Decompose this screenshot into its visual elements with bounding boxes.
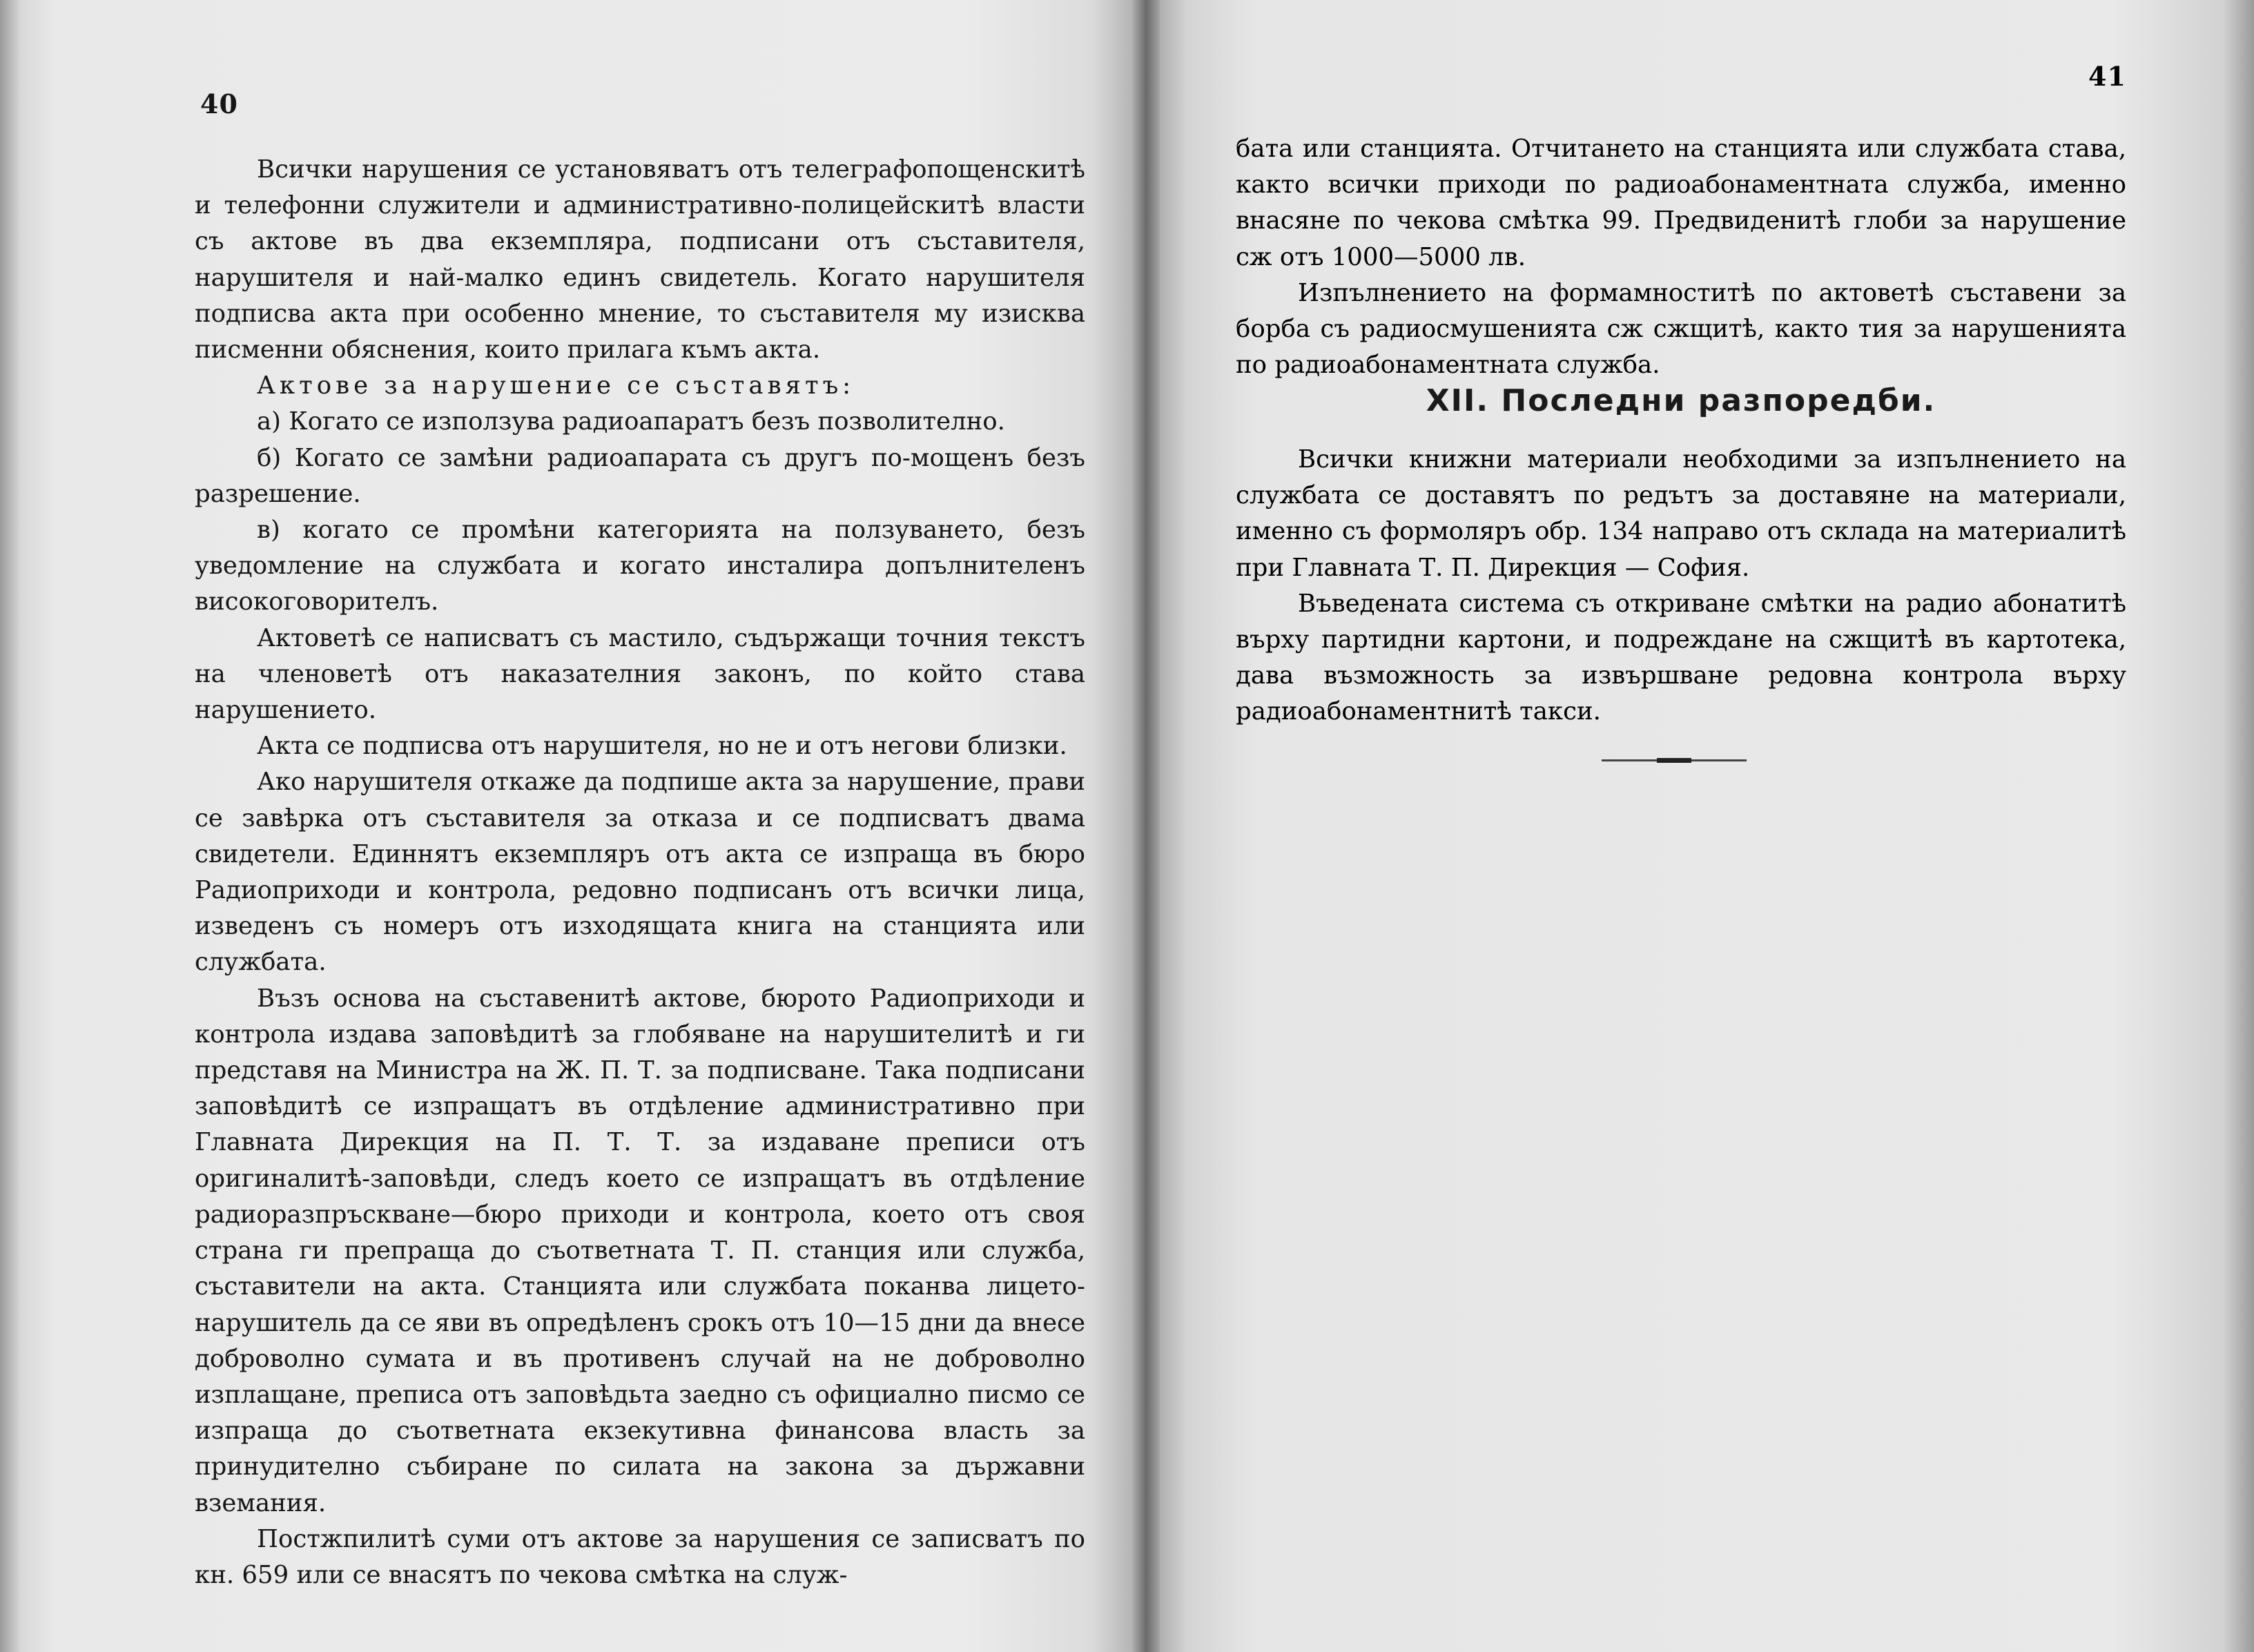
paragraph: б) Когато се замѣни радиоапарата съ другъ по-мощенъ безъ разрешение.	[195, 443, 1085, 508]
paragraph: Актоветѣ се написватъ съ мастило, съдържащи точния текстъ на членоветѣ отъ наказателния законъ, по който става нарушението.	[195, 623, 1085, 725]
paragraph: Актове за нарушение се съставятъ:	[257, 371, 855, 400]
paragraph: Всички книжни материали необходими за изпълнението на службата се доставятъ по редътъ за доставяне на материали, именно съ формоляръ обр. 134 направо отъ склада на материалитѣ при Главната Т. П. Дирекция — София.	[1236, 445, 2126, 582]
paragraph: Изпълнението на формамноститѣ по актоветѣ съставени за борба съ радиосмушенията сж сжщитѣ, както тия за нарушенията по радиоабонаментната служба.	[1236, 278, 2126, 380]
paragraph: а) Когато се използува радиоапаратъ безъ позволително.	[257, 407, 1005, 436]
paragraph: бата или станцията. Отчитането на станцията или службата става, както всички приходи по радиоабонаментната служба, именно внасяне по чекова смѣтка 99. Предвиденитѣ глоби за нарушение сж отъ 1000—5000 лв.	[1236, 135, 2126, 271]
paragraph: Всички нарушения се установяватъ отъ телеграфопощенскитѣ и телефонни служители и административно-полицейскитѣ власти съ актове въ два екземпляра, подписани отъ съставителя, нарушителя и най-малко единъ свидетель. Когато нарушителя подписва акта при особенно мнение, то съставителя му изисква писменни обяснения, които прилага къмъ акта.	[195, 155, 1085, 365]
paragraph: Възъ основа на съставенитѣ актове, бюрото Радиоприходи и контрола издава заповѣдитѣ за глобяване на нарушителитѣ и ги представя на Министра на Ж. П. Т. за подписване. Така подписани заповѣдитѣ се изпращатъ въ отдѣление административно при Главната Дирекция на П. Т. Т. за издаване преписи отъ оригиналитѣ-заповѣди, следъ което се изпращатъ въ отдѣление радиоразпръскване—бюро приходи и контрола, което отъ своя страна ги препраща до съответната Т. П. станция или служба, съставители на акта. Станцията или службата поканва лицето-нарушитель да се яви въ опредѣленъ срокъ отъ 10—15 дни да внесе доброволно сумата и въ противенъ случай на не доброволно изплащане, преписа отъ заповѣдьта заедно съ официално писмо се изпраща до съответната екзекутивна финансова власть за принудително събиране по силата на закона за държавни вземания.	[195, 984, 1085, 1517]
left-page-text	[195, 152, 1085, 1593]
book-gutter	[1132, 0, 1160, 1652]
right-page-text-top	[1236, 131, 2126, 383]
section-heading: XII. Последни разпоредби.	[1426, 383, 1936, 418]
paragraph: в) когато се промѣни категорията на ползуването, безъ уведомление на службата и когато инсталира допълнителенъ високоговорителъ.	[195, 516, 1085, 616]
paragraph: Акта се подписва отъ нарушителя, но не и отъ негови близки.	[257, 732, 1067, 761]
end-rule	[1602, 759, 1747, 761]
paragraph: Ако нарушителя откаже да подпише акта за нарушение, прави се завѣрка отъ съставителя за отказа и се подписватъ двама свидетели. Единнятъ екземпляръ отъ акта се изпраща въ бюро Радиоприходи и контрола, редовно подписанъ отъ всички лица, изведенъ съ номеръ отъ изходящата книга на станцията или службата.	[195, 768, 1085, 977]
right-page-text-bottom	[1236, 442, 2126, 730]
paragraph: Въведената система съ откриване смѣтки на радио абонатитѣ върху партидни картони, и подреждане на сжщитѣ въ картотека, дава възможность за извършване редовна контрола върху радиоабонаментнитѣ такси.	[1236, 589, 2126, 726]
paragraph: Постжпилитѣ суми отъ актове за нарушения се записватъ по кн. 659 или се внасятъ по чекова смѣтка на служ-	[195, 1524, 1085, 1589]
page-number-left: 40	[200, 88, 238, 119]
page-number-right: 41	[2088, 61, 2126, 92]
